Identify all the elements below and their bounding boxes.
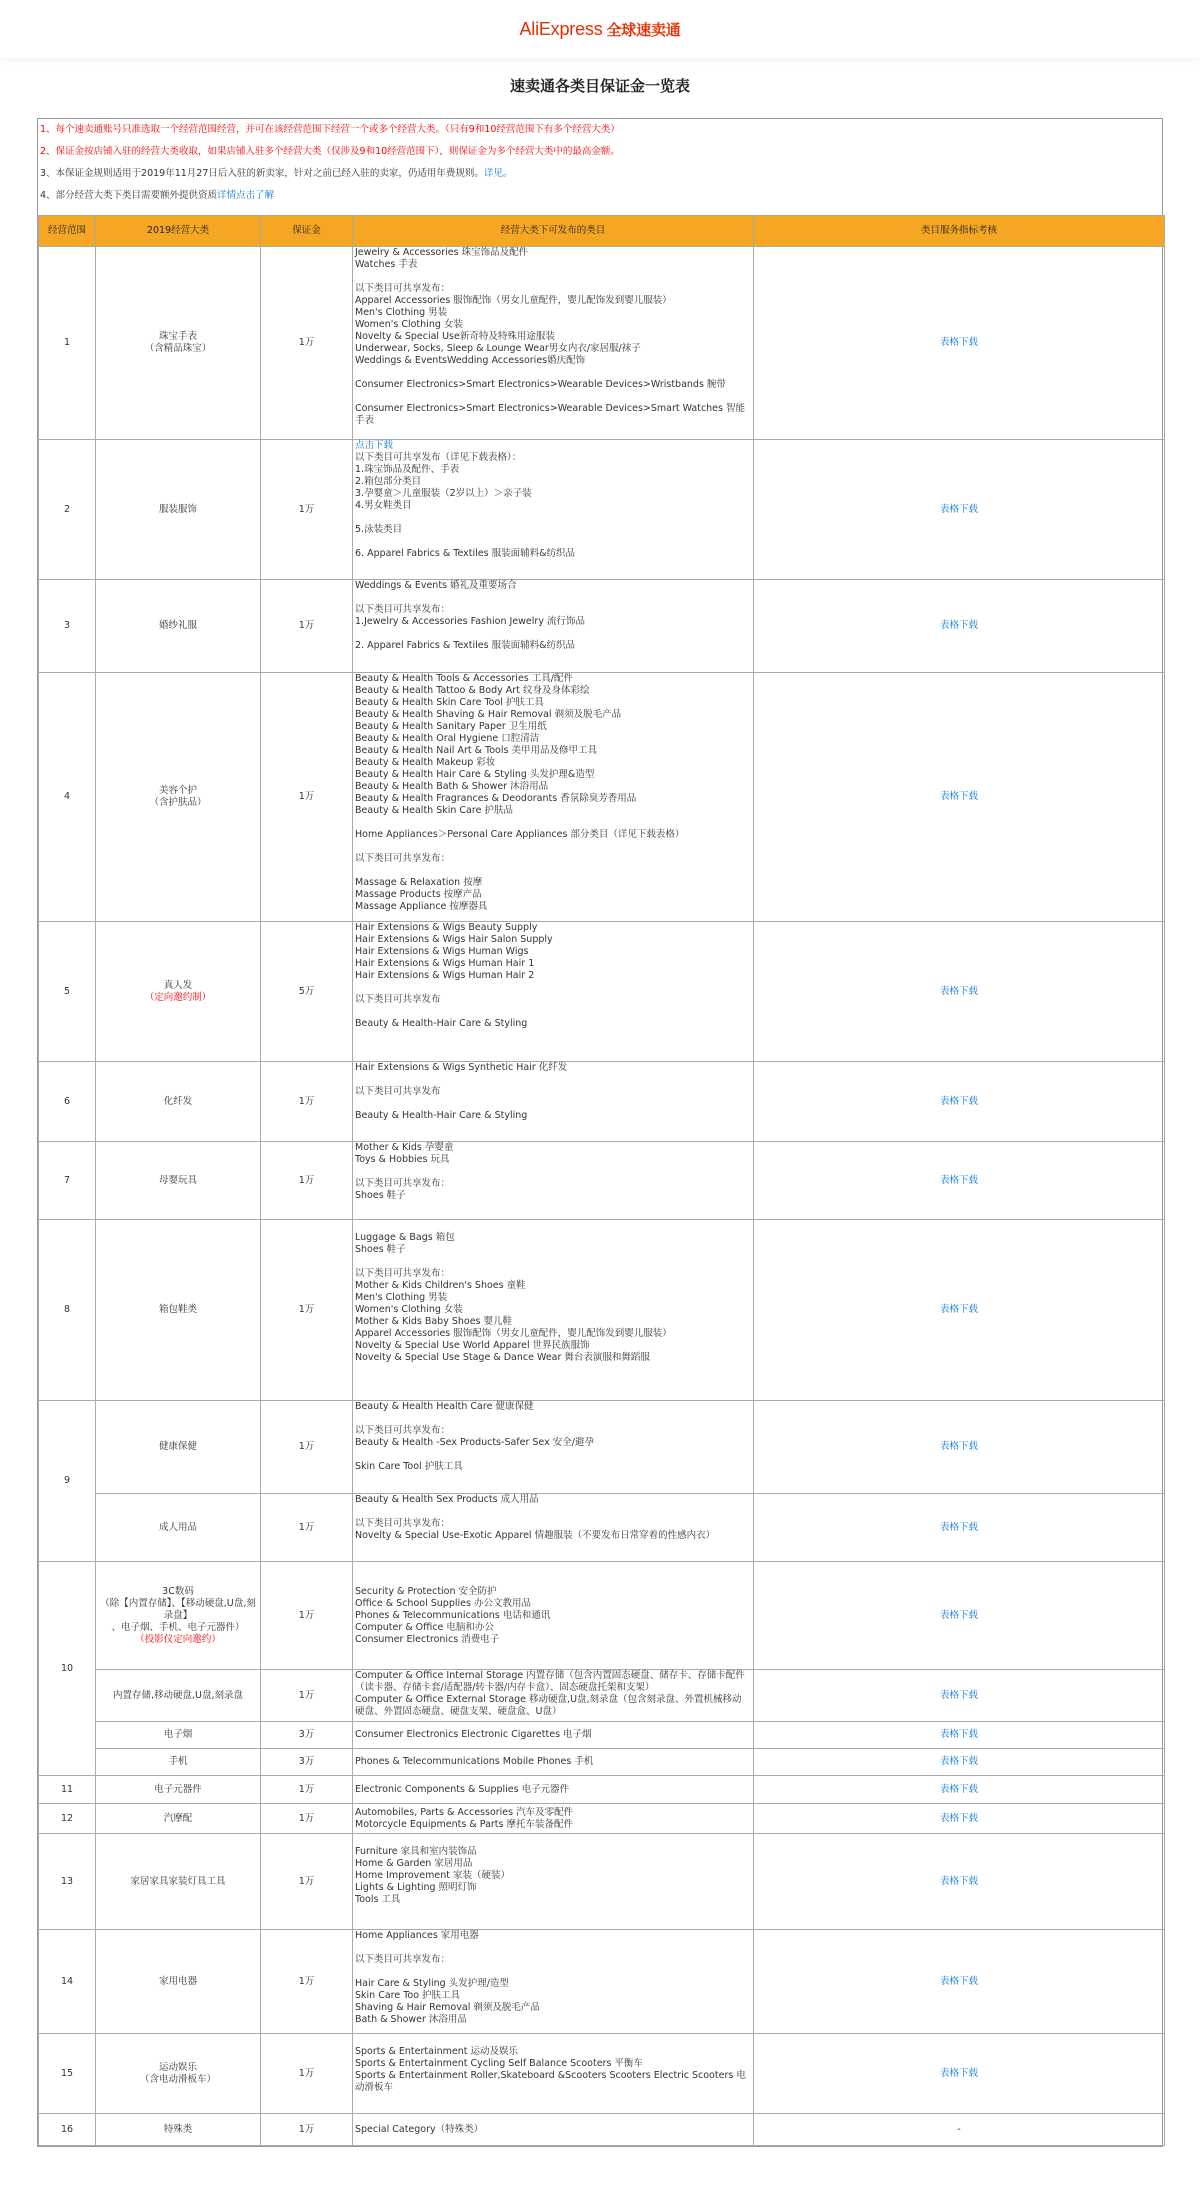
download-link[interactable]: 表格下载 bbox=[939, 503, 978, 515]
download-link[interactable]: 表格下载 bbox=[939, 1783, 978, 1795]
table-row: 2 服装服饰 1万 点击下载 以下类目可共享发布（详见下载表格）： 1.珠宝饰品及配件、手表 2.箱包部分类目 3.孕婴童＞儿童服装（2岁以上）＞亲子装 4.男女鞋类目 5.泳装类目 6. Apparel Fabrics & Textiles 服装面辅料&纺织品 表格下载 bbox=[39, 440, 1165, 580]
note-3: 3、本保证金规则适用于2019年11月27日后入驻的新卖家，针对之前已经入驻的卖家，仍适用年费规则。详见。 bbox=[40, 168, 513, 179]
content-box bbox=[37, 118, 1163, 2147]
download-link[interactable]: 表格下载 bbox=[939, 1975, 978, 1987]
table-row: 9 健康保健 1万 Beauty & Health Health Care 健康保健 以下类目可共享发布： Beauty & Health -Sex Products-Safer Sex 安全/避孕 Skin Care Tool 护肤工具 表格下载 bbox=[39, 1401, 1165, 1494]
table-row: 16 特殊类 1万 Special Category（特殊类） - bbox=[39, 2114, 1165, 2146]
download-link[interactable]: 表格下载 bbox=[939, 1812, 978, 1824]
table-row: 3 婚纱礼服 1万 Weddings & Events 婚礼及重要场合 以下类目可共享发布： 1.Jewelry & Accessories Fashion Jewelry 流行饰品 2. Apparel Fabrics & Textiles 服装面辅料&纺织品 表格下载 bbox=[39, 580, 1165, 673]
download-link[interactable]: 表格下载 bbox=[939, 1689, 978, 1701]
table-row: 1 珠宝手表 （含精品珠宝） 1万 Jewelry & Accessories 珠宝饰品及配件 Watches 手表 以下类目可共享发布： Apparel Accessories 服饰配饰（男女儿童配件，婴儿配饰发到婴儿服装） Men's Clothing 男装 Women's Clothing 女装 Novelty & Special Use新奇特及特殊用途服装 Underwear, Socks, Sleep & Lounge Wear男女内衣/家居服/袜子 Weddings & EventsWedding Accessories婚庆配饰 Consumer Electronics>Smart Electronics>Wearable Devices>Wristbands 腕带 Consumer Electronics>Smart Electronics>Wearable Devices>Smart Watches 智能手表 表格下载 bbox=[39, 247, 1165, 440]
table-row: 10 3C数码 （除【内置存储】、【移动硬盘,U盘,刻录盘】 、电子烟、手机、电子元器件） （投影仪定向邀约） 1万 Security & Protection 安全防护 Office & School Supplies 办公文教用品 Phones & Telecommunications 电话和通讯 Computer & Office 电脑和办公 Consumer Electronics 消费电子 表格下载 bbox=[39, 1562, 1165, 1670]
table-row: 内置存储,移动硬盘,U盘,刻录盘 1万 Computer & Office Internal Storage 内置存储（包含内置固态硬盘、储存卡、存储卡配件（读卡器、存储卡套/适配器/转卡器/内存卡盒）、固态硬盘托架和支架） Computer & Office External Storage 移动硬盘,U盘,刻录盘（包含刻录盘、外置机械移动硬盘、外置固态硬盘、硬盘支架、硬盘盒、U盘） 表格下载 bbox=[39, 1670, 1165, 1722]
download-link[interactable]: 表格下载 bbox=[939, 1441, 978, 1452]
note-4: 4、部分经营大类下类目需要额外提供资质详情点击了解 bbox=[40, 190, 275, 201]
download-link[interactable]: 表格下载 bbox=[939, 620, 978, 631]
download-link[interactable]: 表格下载 bbox=[939, 1756, 978, 1767]
download-link[interactable]: 表格下载 bbox=[939, 985, 978, 997]
aliexpress-logo[interactable]: AliExpress 全球速卖通 bbox=[519, 18, 681, 39]
download-link[interactable]: 表格下载 bbox=[939, 1875, 978, 1887]
table-row: 7 母婴玩具 1万 Mother & Kids 孕婴童 Toys & Hobbies 玩具 以下类目可共享发布： Shoes 鞋子 表格下载 bbox=[39, 1142, 1165, 1220]
header-metrics: 类目服务指标考核 bbox=[754, 216, 1165, 247]
deposit-table bbox=[38, 215, 1165, 2146]
table-row: 8 箱包鞋类 1万 Luggage & Bags 箱包 Shoes 鞋子 以下类目可共享发布： Mother & Kids Children's Shoes 童鞋 Men's Clothing 男装 Women's Clothing 女装 Mother & Kids Baby Shoes 婴儿鞋 Apparel Accessories 服饰配饰（男女儿童配件，婴儿配饰发到婴儿服装） Novelty & Special Use World Apparel 世界民族服饰 Novelty & Special Use Stage & Dance Wear 舞台表演服和舞蹈服 表格下载 bbox=[39, 1220, 1165, 1401]
page-title: 速卖通各类目保证金一览表 bbox=[509, 77, 690, 95]
download-link[interactable]: 表格下载 bbox=[939, 1521, 978, 1533]
table-header-row bbox=[39, 216, 1165, 247]
download-link[interactable]: 表格下载 bbox=[939, 1729, 978, 1740]
download-link[interactable]: 表格下载 bbox=[939, 1174, 978, 1186]
table-row: 手机 3万 Phones & Telecommunications Mobile Phones 手机 表格下载 bbox=[39, 1749, 1165, 1776]
table-row: 13 家居家具家装灯具工具 1万 Furniture 家具和室内装饰品 Home & Garden 家居用品 Home Improvement 家装（硬装） Lights & Lighting 照明灯饰 Tools 工具 表格下载 bbox=[39, 1834, 1165, 1930]
download-link[interactable]: 表格下载 bbox=[939, 1609, 978, 1621]
table-row: 4 美容个护 （含护肤品） 1万 Beauty & Health Tools & Accessories 工具/配件 Beauty & Health Tattoo & Body Art 纹身及身体彩绘 Beauty & Health Skin Care Tool 护肤工具 Beauty & Health Shaving & Hair Removal 剃须及脱毛产品 Beauty & Health Sanitary Paper 卫生用纸 Beauty & Health Oral Hygiene 口腔清洁 Beauty & Health Nail Art & Tools 美甲用品及修甲工具 Beauty & Health Makeup 彩妆 Beauty & Health Hair Care & Styling 头发护理&造型 Beauty & Health Bath & Shower 沐浴用品 Beauty & Health Fragrances & Deodorants 香氛除臭芳香用品 Beauty & Health Skin Care 护肤品 Home Appliances＞Personal Care Appliances 部分类目（详见下载表格） 以下类目可共享发布： Massage & Relaxation 按摩 Massage Products 按摩产品 Massage Appliance 按摩器具 表格下载 bbox=[39, 673, 1165, 922]
header-deposit: 保证金 bbox=[261, 216, 353, 247]
download-link[interactable]: 表格下载 bbox=[939, 791, 978, 802]
table-row: 5 真人发 （定向邀约制） 5万 Hair Extensions & Wigs Beauty Supply Hair Extensions & Wigs Hair Salon Supply Hair Extensions & Wigs Human Wigs Hair Extensions & Wigs Human Hair 1 Hair Extensions & Wigs Human Hair 2 以下类目可共享发布 Beauty & Health-Hair Care & Styling 表格下载 bbox=[39, 922, 1165, 1062]
content-download-link[interactable]: 点击下载 bbox=[355, 440, 394, 451]
note-1: 1、每个速卖通账号只准选取一个经营范围经营，并可在该经营范围下经营一个或多个经营大类。（只有9和10经营范围下有多个经营大类） bbox=[40, 124, 620, 135]
table-row: 14 家用电器 1万 Home Appliances 家用电器 以下类目可共享发布： Hair Care & Styling 头发护理/造型 Skin Care Too 护肤工具 Shaving & Hair Removal 剃须及脱毛产品 Bath & Shower 沐浴用品 表格下载 bbox=[39, 1930, 1165, 2034]
download-link[interactable]: 表格下载 bbox=[939, 1304, 978, 1315]
site-header bbox=[0, 0, 1200, 58]
download-link[interactable]: 表格下载 bbox=[939, 337, 978, 348]
note-2: 2、保证金按店铺入驻的经营大类收取，如果店铺入驻多个经营大类（仅涉及9和10经营范围下），则保证金为多个经营大类中的最高金额。 bbox=[40, 146, 620, 157]
table-row: 电子烟 3万 Consumer Electronics Electronic Cigarettes 电子烟 表格下载 bbox=[39, 1722, 1165, 1749]
table-row: 11 电子元器件 1万 Electronic Components & Supplies 电子元器件 表格下载 bbox=[39, 1776, 1165, 1804]
header-scope: 经营范围 bbox=[39, 216, 96, 247]
download-link[interactable]: 表格下载 bbox=[939, 1095, 978, 1107]
note-3-link[interactable]: 详见。 bbox=[483, 168, 513, 179]
note-4-link[interactable]: 详情点击了解 bbox=[217, 190, 275, 201]
header-category: 2019经营大类 bbox=[96, 216, 261, 247]
download-link[interactable]: 表格下载 bbox=[939, 2067, 978, 2079]
header-publishable: 经营大类下可发布的类目 bbox=[353, 216, 754, 247]
table-row: 6 化纤发 1万 Hair Extensions & Wigs Synthetic Hair 化纤发 以下类目可共享发布 Beauty & Health-Hair Care & Styling 表格下载 bbox=[39, 1062, 1165, 1142]
notes bbox=[38, 123, 1162, 215]
table-row: 成人用品 1万 Beauty & Health Sex Products 成人用品 以下类目可共享发布： Novelty & Special Use-Exotic Apparel 情趣服装（不要发布日常穿着的性感内衣） 表格下载 bbox=[39, 1494, 1165, 1562]
table-row: 15 运动娱乐 （含电动滑板车） 1万 Sports & Entertainment 运动及娱乐 Sports & Entertainment Cycling Self Balance Scooters 平衡车 Sports & Entertainment Roller,Skateboard &Scooters Scooters Electric Scooters 电动滑板车 表格下载 bbox=[39, 2034, 1165, 2114]
table-row: 12 汽摩配 1万 Automobiles, Parts & Accessories 汽车及零配件 Motorcycle Equipments & Parts 摩托车装备配件 表格下载 bbox=[39, 1804, 1165, 1834]
